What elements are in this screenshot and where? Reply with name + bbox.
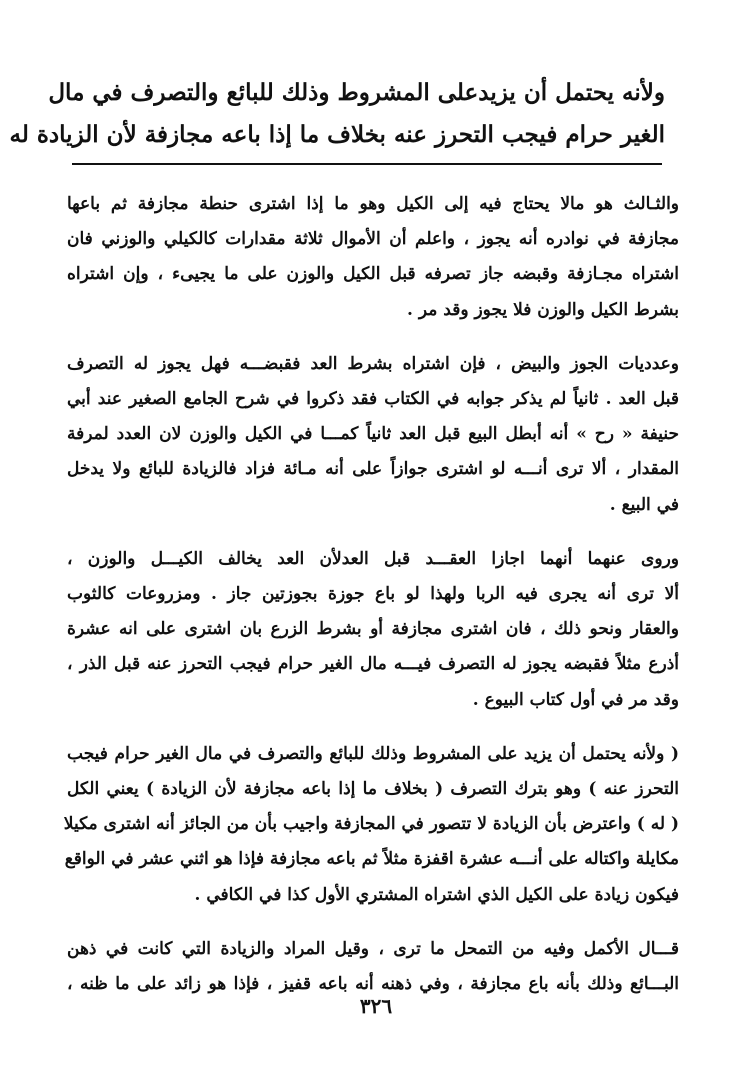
text-line: أذرع مثلاً فقبضه يجوز له التصرف فيـــه مال الغير حرام فيجب التحرز عنه قبل الذر ، bbox=[67, 654, 679, 675]
matn-line: ولأنه يحتمل أن يزيدعلى المشروط وذلك للبائع والتصرف في مال bbox=[48, 79, 665, 106]
text-line: مكايلة واكتاله على أنـــه عشرة اقفزة مثلاً ثم باعه مجازفة فإذا هو اثني عشر في الواقع bbox=[64, 849, 679, 870]
text-line: ( له ) واعترض بأن الزيادة لا تتصور في المجازفة واجيب بأن من الجائز أنه اشترى مكيلا bbox=[63, 814, 679, 835]
paragraph bbox=[63, 737, 679, 913]
text-line: اشتراه مجـازفة وقبضه جاز تصرفه قبل الكيل والوزن على ما يجيىء ، وإن اشتراه bbox=[67, 264, 679, 285]
text-line: والعقار ونحو ذلك ، فان اشترى مجازفة أو بشرط الزرع بان اشترى على انه عشرة bbox=[67, 619, 679, 640]
text-line: وقد مر في أول كتاب البيوع . bbox=[472, 689, 679, 710]
text-line: التحرز عنه ) وهو بترك التصرف ( بخلاف ما إذا باعه مجازفة لأن الزيادة ) يعني الكل bbox=[67, 779, 679, 800]
text-line: مجازفة في نوادره أنه يجوز ، واعلم أن الأموال ثلاثة مقدارات كالكيلي والوزني فان bbox=[67, 229, 679, 250]
text-line: في البيع . bbox=[609, 494, 679, 515]
text-line: حنيفة « رح » أنه أبطل البيع قبل العد ثانياً كمـــا في الكيل والوزن لان العدد لمرفة bbox=[67, 424, 679, 445]
text-line: وروى عنهما أنهما اجازا العقـــد قبل العدلأن العد يخالف الكيـــل والوزن ، bbox=[67, 548, 679, 569]
text-line: قبل العد . ثانياً لم يذكر جوابه في الكتاب فقد ذكروا في شرح الجامع الصغير عند أبي bbox=[67, 389, 679, 410]
text-line: والثـالث هو مالا يحتاج فيه إلى الكيل وهو ما إذا اشترى حنطة مجازفة ثم باعها bbox=[67, 194, 679, 214]
text-line: قـــال الأكمل وفيه من التمحل ما ترى ، وقيل المراد والزيادة التي كانت في ذهن bbox=[67, 938, 679, 959]
text-line: المقدار ، ألا ترى أنـــه لو اشترى جوازاً على أنه مـائة فزاد فالزيادة للبائع ولا يدخل bbox=[67, 459, 679, 480]
page-number: ٣٢٦ bbox=[359, 994, 393, 1018]
paragraph bbox=[67, 542, 679, 718]
text-line: ألا ترى أنه يجرى فيه الربا ولهذا لو باع جوزة بجوزتين جاز . ومزروعات كالثوب bbox=[67, 584, 679, 605]
matn-line: الغير حرام فيجب التحرز عنه بخلاف ما إذا باعه مجازفة لأن الزيادة له bbox=[9, 121, 665, 148]
text-line: فيكون زيادة على الكيل الذي اشتراه المشتري الأول كذا في الكافي . bbox=[194, 884, 679, 905]
paragraph bbox=[67, 347, 679, 523]
matn-header bbox=[9, 72, 665, 156]
text-line: وعدديات الجوز والبيض ، فإن اشتراه بشرط العد فقبضـــه فهل يجوز له التصرف bbox=[67, 353, 679, 374]
separator-rule bbox=[72, 163, 662, 165]
commentary-body bbox=[63, 187, 679, 1021]
text-line: البـــائع وذلك بأنه باع مجازفة ، وفي ذهنه أنه باعه قفيز ، فإذا هو زائد على ما ظنه ، bbox=[67, 974, 679, 995]
paragraph bbox=[67, 187, 679, 328]
paragraph bbox=[67, 932, 679, 1002]
text-line: ( ولأنه يحتمل أن يزيد على المشروط وذلك للبائع والتصرف في مال الغير حرام فيجب bbox=[67, 743, 679, 764]
text-line: بشرط الكيل والوزن فلا يجوز وقد مر . bbox=[407, 299, 679, 320]
